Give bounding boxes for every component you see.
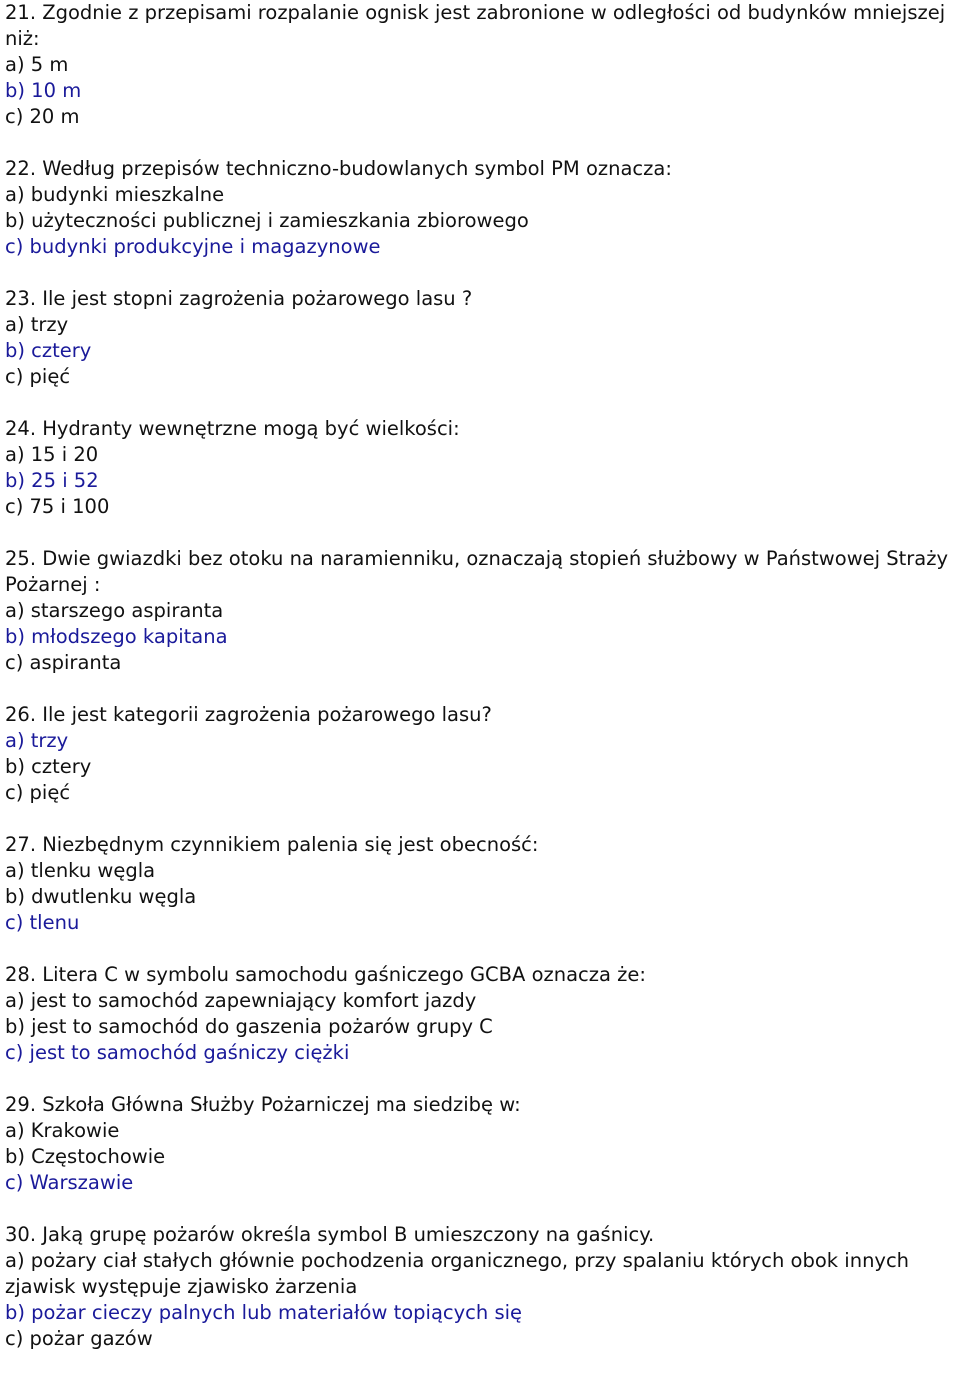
answer-option: b) cztery bbox=[5, 755, 92, 778]
answer-option: b) dwutlenku węgla bbox=[5, 885, 197, 908]
answer-option-correct: b) 25 i 52 bbox=[5, 469, 99, 492]
answer-option: c) 75 i 100 bbox=[5, 495, 110, 518]
question-22 bbox=[5, 156, 957, 260]
answer-option-correct: c) budynki produkcyjne i magazynowe bbox=[5, 235, 381, 258]
answer-option: c) pięć bbox=[5, 781, 71, 804]
answer-option: a) 5 m bbox=[5, 53, 69, 76]
question-text: 30. Jaką grupę pożarów określa symbol B umieszczony na gaśnicy. bbox=[5, 1223, 655, 1246]
question-text: 24. Hydranty wewnętrzne mogą być wielkości: bbox=[5, 417, 460, 440]
answer-option: a) starszego aspiranta bbox=[5, 599, 224, 622]
answer-option: b) Częstochowie bbox=[5, 1145, 166, 1168]
question-24 bbox=[5, 416, 957, 520]
answer-option: a) budynki mieszkalne bbox=[5, 183, 225, 206]
question-25 bbox=[5, 546, 957, 676]
question-28 bbox=[5, 962, 957, 1066]
answer-option: a) trzy bbox=[5, 313, 69, 336]
answer-option: a) jest to samochód zapewniający komfort jazdy bbox=[5, 989, 477, 1012]
question-text: 25. Dwie gwiazdki bez otoku na naramienniku, oznaczają stopień służbowy w Państwowej Straży Pożarnej : bbox=[5, 547, 949, 596]
answer-option: c) pięć bbox=[5, 365, 71, 388]
question-21 bbox=[5, 0, 957, 130]
answer-option: c) aspiranta bbox=[5, 651, 122, 674]
answer-option: a) 15 i 20 bbox=[5, 443, 99, 466]
quiz-document bbox=[5, 0, 957, 1378]
question-text: 29. Szkoła Główna Służby Pożarniczej ma siedzibę w: bbox=[5, 1093, 521, 1116]
answer-option-correct: c) Warszawie bbox=[5, 1171, 134, 1194]
question-text: 28. Litera C w symbolu samochodu gaśniczego GCBA oznacza że: bbox=[5, 963, 646, 986]
answer-option-correct: b) cztery bbox=[5, 339, 92, 362]
answer-option-correct: a) trzy bbox=[5, 729, 69, 752]
answer-option-correct: b) pożar cieczy palnych lub materiałów topiących się bbox=[5, 1301, 523, 1324]
answer-option: c) 20 m bbox=[5, 105, 80, 128]
question-text: 23. Ile jest stopni zagrożenia pożarowego lasu ? bbox=[5, 287, 473, 310]
answer-option-correct: b) 10 m bbox=[5, 79, 82, 102]
answer-option: b) jest to samochód do gaszenia pożarów grupy C bbox=[5, 1015, 493, 1038]
question-26 bbox=[5, 702, 957, 806]
answer-option-correct: c) jest to samochód gaśniczy ciężki bbox=[5, 1041, 350, 1064]
question-30 bbox=[5, 1222, 957, 1352]
answer-option: a) pożary ciał stałych głównie pochodzenia organicznego, przy spalaniu których obok innych zjawisk występuje zjawisko żarzenia bbox=[5, 1249, 910, 1298]
question-29 bbox=[5, 1092, 957, 1196]
question-text: 22. Według przepisów techniczno-budowlanych symbol PM oznacza: bbox=[5, 157, 672, 180]
answer-option: c) pożar gazów bbox=[5, 1327, 153, 1350]
answer-option: a) Krakowie bbox=[5, 1119, 120, 1142]
question-27 bbox=[5, 832, 957, 936]
answer-option: b) użyteczności publicznej i zamieszkania zbiorowego bbox=[5, 209, 529, 232]
question-23 bbox=[5, 286, 957, 390]
question-text: 27. Niezbędnym czynnikiem palenia się jest obecność: bbox=[5, 833, 539, 856]
question-text: 21. Zgodnie z przepisami rozpalanie ognisk jest zabronione w odległości od budynków mniejszej niż: bbox=[5, 1, 946, 50]
answer-option: a) tlenku węgla bbox=[5, 859, 156, 882]
answer-option-correct: b) młodszego kapitana bbox=[5, 625, 228, 648]
answer-option-correct: c) tlenu bbox=[5, 911, 80, 934]
question-text: 26. Ile jest kategorii zagrożenia pożarowego lasu? bbox=[5, 703, 492, 726]
